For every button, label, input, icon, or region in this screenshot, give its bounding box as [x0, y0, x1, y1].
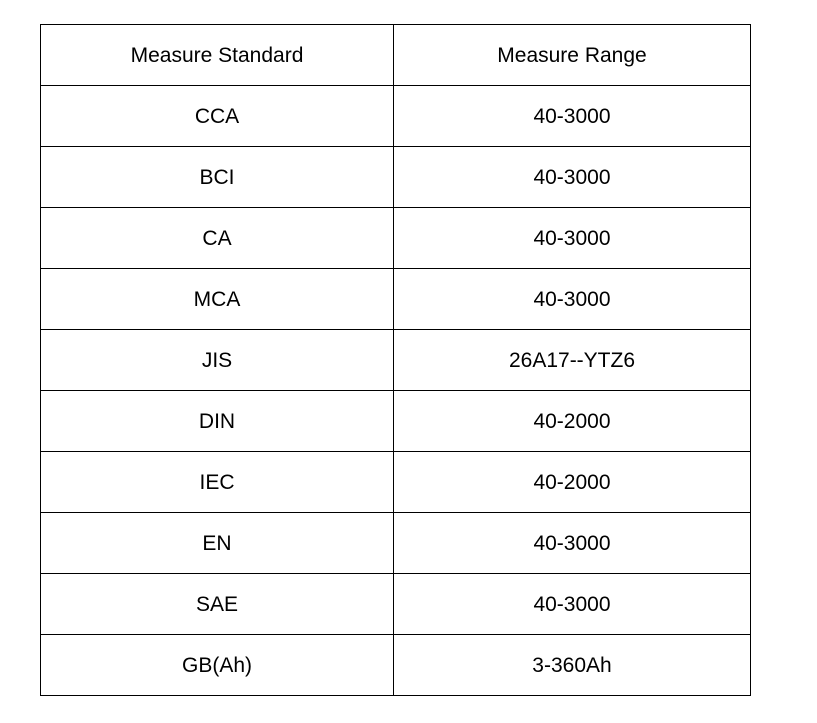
- header-measure-range: Measure Range: [394, 25, 751, 86]
- table-row: [41, 147, 751, 208]
- header-measure-standard: Measure Standard: [41, 25, 394, 86]
- table-row: [41, 513, 751, 574]
- standard-cell: JIS: [41, 330, 394, 391]
- table-row: [41, 574, 751, 635]
- range-cell: 40-3000: [394, 269, 751, 330]
- table-row: [41, 452, 751, 513]
- table-row: [41, 635, 751, 696]
- standard-cell: MCA: [41, 269, 394, 330]
- standard-cell: SAE: [41, 574, 394, 635]
- range-cell: 3-360Ah: [394, 635, 751, 696]
- range-cell: 40-2000: [394, 391, 751, 452]
- standard-cell: CCA: [41, 86, 394, 147]
- standard-cell: DIN: [41, 391, 394, 452]
- standard-cell: EN: [41, 513, 394, 574]
- range-cell: 26A17--YTZ6: [394, 330, 751, 391]
- table-header-row: [41, 25, 751, 86]
- range-cell: 40-3000: [394, 574, 751, 635]
- range-cell: 40-3000: [394, 208, 751, 269]
- range-cell: 40-3000: [394, 86, 751, 147]
- standard-cell: CA: [41, 208, 394, 269]
- table-row: [41, 208, 751, 269]
- table-row: [41, 391, 751, 452]
- table-row: [41, 269, 751, 330]
- range-cell: 40-2000: [394, 452, 751, 513]
- table-row: [41, 86, 751, 147]
- table-row: [41, 330, 751, 391]
- measure-standard-table: [40, 24, 751, 696]
- range-cell: 40-3000: [394, 147, 751, 208]
- standard-cell: GB(Ah): [41, 635, 394, 696]
- standard-cell: IEC: [41, 452, 394, 513]
- standard-cell: BCI: [41, 147, 394, 208]
- range-cell: 40-3000: [394, 513, 751, 574]
